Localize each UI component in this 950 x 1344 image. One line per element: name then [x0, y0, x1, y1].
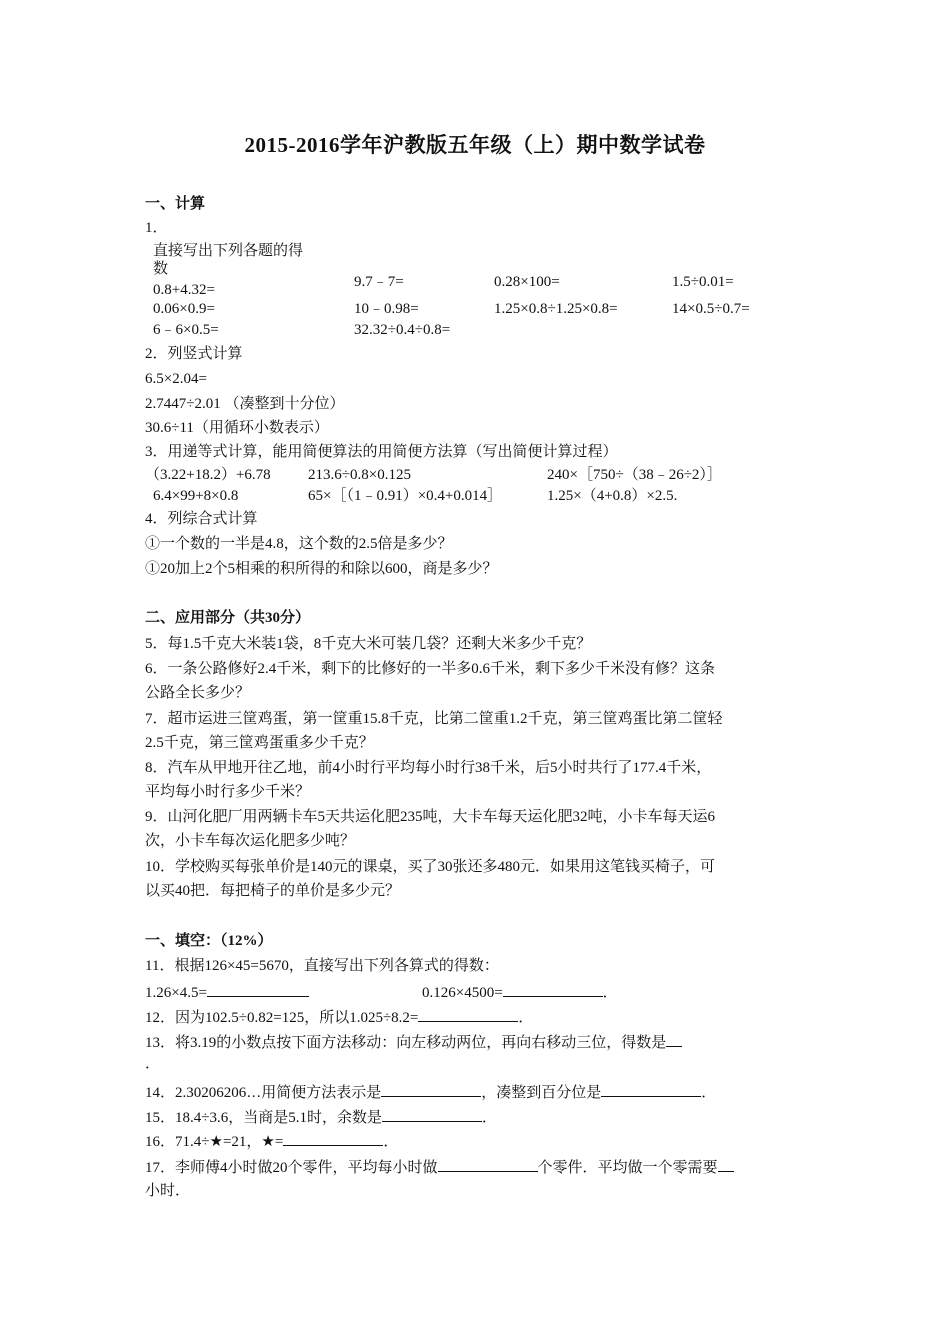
q4-item: ①一个数的一半是4.8，这个数的2.5倍是多少？ — [145, 536, 453, 552]
answer-blank[interactable] — [438, 1157, 538, 1172]
q3-item: 6.4×99+8×0.8 — [153, 488, 239, 504]
q7-cont: 2.5千克，第三筐鸡蛋重多少千克？ — [145, 735, 374, 751]
q14-text-b: ，凑整到百分位是 — [481, 1085, 602, 1101]
q7: 7．超市运进三筐鸡蛋，第一筐重15.8千克，比第二筐重1.2千克，第三筐鸡蛋比第二筐轻 — [145, 711, 723, 727]
page-title: 2015-2016学年沪教版五年级（上）期中数学试卷 — [244, 133, 706, 157]
q17-text-b: 个零件．平均做一个零需要 — [537, 1160, 718, 1176]
q1-instruction: 直接写出下列各题的得 — [153, 243, 304, 259]
q2-item: 2.7447÷2.01 （凑整到十分位） — [145, 396, 345, 412]
answer-blank[interactable] — [418, 1007, 518, 1022]
section-heading-calc: 一、计算 — [145, 196, 206, 212]
q6-cont: 公路全长多少？ — [145, 685, 251, 701]
q13-text: 13．将3.19的小数点按下面方法移动：向左移动两位，再向右移动三位，得数是 — [145, 1035, 667, 1051]
period: ． — [701, 1085, 717, 1101]
q2-title: 2．列竖式计算 — [145, 346, 243, 362]
answer-blank[interactable] — [283, 1131, 383, 1146]
q10-cont: 以买40把．每把椅子的单价是多少元？ — [145, 883, 401, 899]
q13-end: ． — [145, 1056, 161, 1072]
q16-text-c: = — [274, 1134, 284, 1150]
q10: 10．学校购买每张单价是140元的课桌，买了30张还多480元．如果用这笔钱买椅子，可 — [145, 859, 716, 875]
q8-cont: 平均每小时行多少千米？ — [145, 784, 311, 800]
q11-b-text: 0.126×4500= — [422, 985, 503, 1001]
answer-blank[interactable] — [207, 982, 309, 997]
q1-item: 14×0.5÷0.7= — [672, 301, 750, 317]
q1-item: 9.7﹣7= — [354, 274, 404, 290]
q11-a — [145, 982, 309, 1002]
q11-a-text: 1.26×4.5= — [145, 985, 207, 1001]
q1-number: 1． — [145, 220, 168, 236]
q9-cont: 次，小卡车每次运化肥多少吨？ — [145, 833, 356, 849]
period: ． — [518, 1010, 534, 1026]
q3-item: 213.6÷0.8×0.125 — [308, 467, 411, 483]
answer-blank[interactable] — [601, 1082, 701, 1097]
q12-text: 12．因为102.5÷0.82=125，所以1.025÷8.2= — [145, 1010, 419, 1026]
q2-item: 30.6÷11（用循环小数表示） — [145, 420, 329, 436]
period: ． — [383, 1134, 399, 1150]
q1-item: 6﹣6×0.5= — [153, 322, 219, 338]
q1-item: 1.5÷0.01= — [672, 274, 734, 290]
q1-item: 10﹣0.98= — [354, 301, 419, 317]
q13 — [145, 1032, 682, 1052]
q16-text-a: 16．71.4÷ — [145, 1134, 210, 1150]
q3-item: （3.22+18.2）+6.78 — [145, 467, 271, 483]
q16 — [145, 1131, 398, 1151]
q5: 5．每1.5千克大米装1袋，8千克大米可装几袋？还剩大米多少千克？ — [145, 636, 592, 652]
q1-item: 0.28×100= — [494, 274, 560, 290]
q6: 6．一条公路修好2.4千米，剩下的比修好的一半多0.6千米，剩下多少千米没有修？这条 — [145, 661, 716, 677]
section-heading-application: 二、应用部分（共30分） — [145, 610, 311, 626]
q11: 11．根据126×45=5670，直接写出下列各算式的得数： — [145, 958, 499, 974]
q2-item: 6.5×2.04= — [145, 371, 207, 387]
q17-text-a: 17．李师傅4小时做20个零件，平均每小时做 — [145, 1160, 438, 1176]
answer-blank[interactable] — [503, 982, 603, 997]
q3-item: 1.25×（4+0.8）×2.5. — [547, 488, 678, 504]
q9: 9．山河化肥厂用两辆卡车5天共运化肥235吨，大卡车每天运化肥32吨，小卡车每天运6 — [145, 809, 716, 825]
q4-item: ①20加上2个5相乘的积所得的和除以600，商是多少？ — [145, 561, 498, 577]
q11-b — [422, 982, 618, 1002]
section-heading-fill: 一、填空：（12%） — [145, 933, 273, 949]
q1-item: 1.25×0.8÷1.25×0.8= — [494, 301, 618, 317]
q3-title: 3．用递等式计算，能用简便算法的用简便方法算（写出简便计算过程） — [145, 444, 618, 460]
q8: 8．汽车从甲地开往乙地，前4小时行平均每小时行38千米，后5小时共行了177.4千米， — [145, 760, 712, 776]
q15 — [145, 1107, 497, 1127]
q1-item: 0.8+4.32= — [153, 282, 215, 298]
q16-text-b: =21， — [222, 1134, 262, 1150]
star-icon: ★ — [209, 1132, 223, 1150]
q3-item: 65×［（1﹣0.91）×0.4+0.014］ — [308, 488, 503, 504]
period: ． — [481, 1110, 497, 1126]
q17 — [145, 1157, 734, 1177]
answer-blank[interactable] — [382, 1107, 482, 1122]
q17-cont: 小时． — [145, 1183, 191, 1199]
q4-title: 4．列综合式计算 — [145, 511, 258, 527]
q1-item: 0.06×0.9= — [153, 301, 215, 317]
q14-text-a: 14．2.30206206…用简便方法表示是 — [145, 1085, 382, 1101]
q1-instruction-cont: 数 — [153, 261, 169, 277]
answer-blank[interactable] — [666, 1032, 682, 1047]
q12 — [145, 1007, 533, 1027]
period: ． — [602, 985, 618, 1001]
q14 — [145, 1082, 716, 1102]
q3-item: 240×［750÷（38﹣26÷2）］ — [547, 467, 722, 483]
star-icon: ★ — [261, 1132, 275, 1150]
answer-blank[interactable] — [381, 1082, 481, 1097]
answer-blank[interactable] — [718, 1157, 734, 1172]
q1-item: 32.32÷0.4÷0.8= — [354, 322, 451, 338]
q15-text: 15．18.4÷3.6，当商是5.1时，余数是 — [145, 1110, 382, 1126]
